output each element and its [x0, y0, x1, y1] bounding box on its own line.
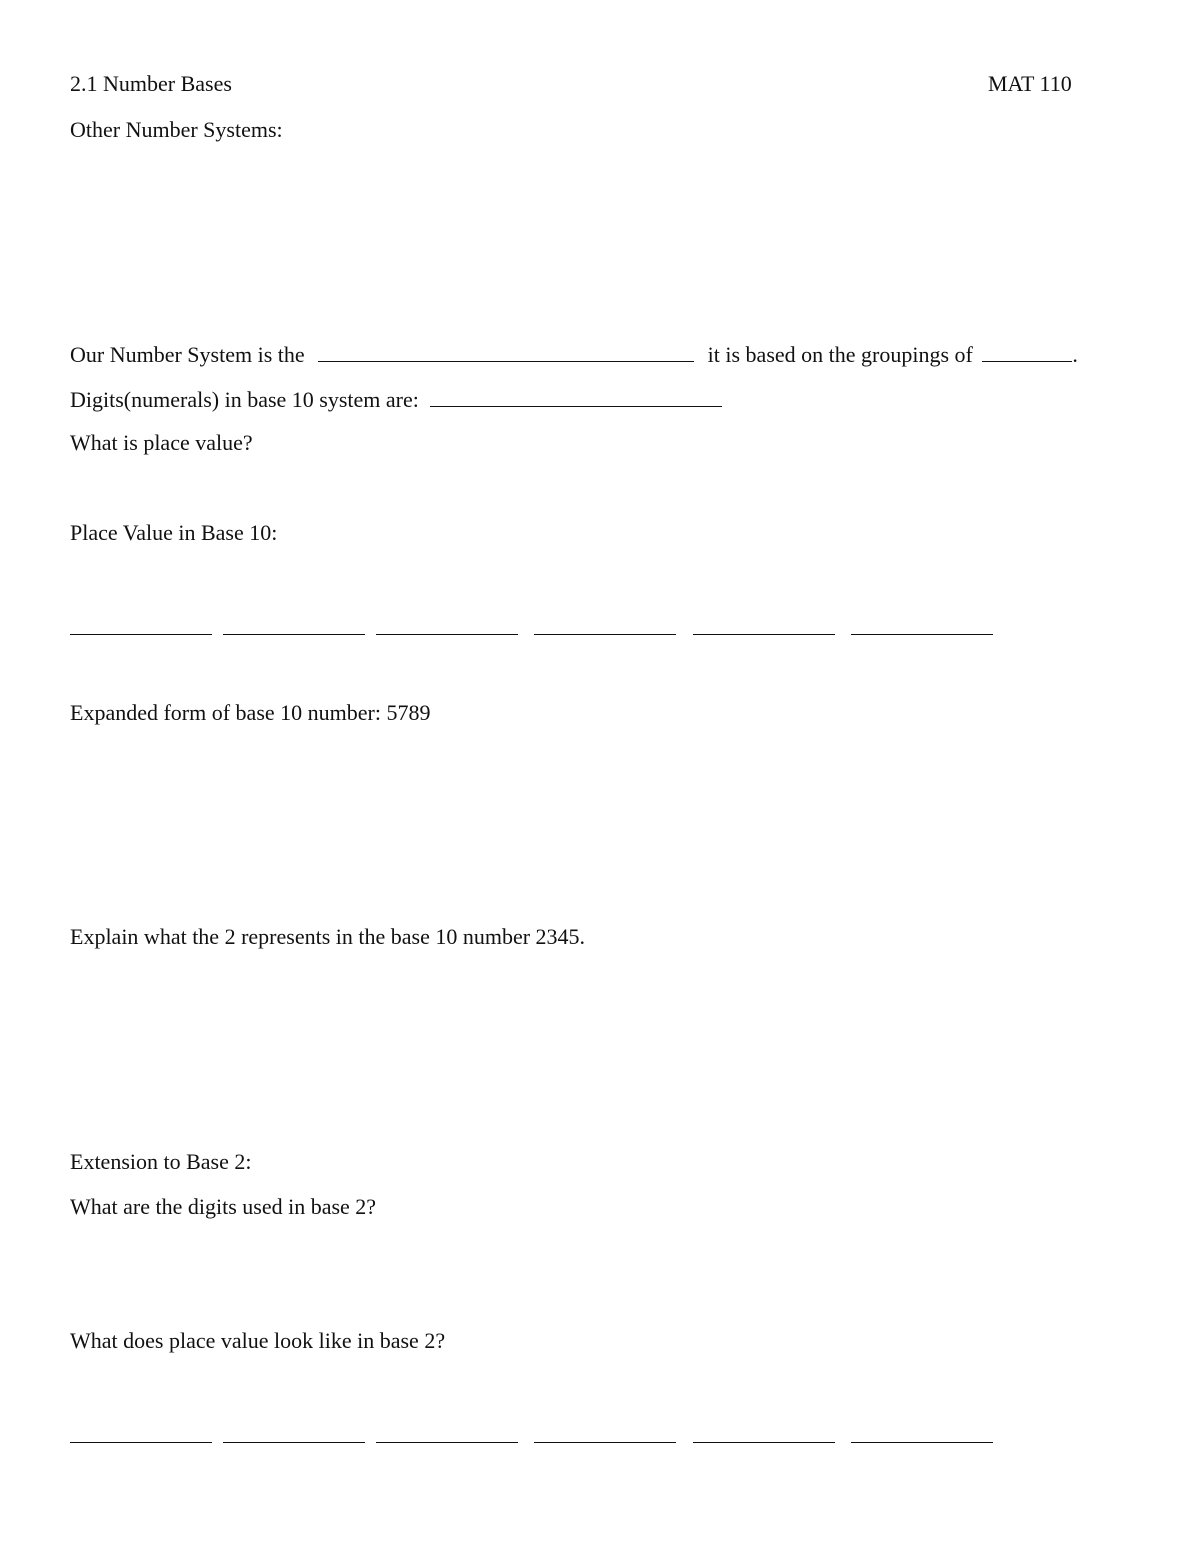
- base10-place-blank[interactable]: [851, 634, 993, 635]
- our-number-system-sentence: [70, 341, 1078, 368]
- our-system-suffix: .: [1072, 342, 1078, 367]
- base2-place-blank[interactable]: [534, 1442, 676, 1443]
- base10-place-blank[interactable]: [693, 634, 835, 635]
- our-system-middle: it is based on the groupings of: [707, 342, 973, 367]
- our-system-prefix: Our Number System is the: [70, 342, 305, 367]
- base2-place-blank[interactable]: [223, 1442, 365, 1443]
- course-code: MAT 110: [988, 71, 1072, 96]
- digits-base10-line: [70, 386, 722, 413]
- explain-two-label: Explain what the 2 represents in the base 10 number 2345.: [70, 924, 586, 949]
- extension-base2-label: Extension to Base 2:: [70, 1149, 252, 1174]
- digits-blank[interactable]: [430, 386, 722, 407]
- other-number-systems-label: Other Number Systems:: [70, 117, 283, 142]
- digits-label: Digits(numerals) in base 10 system are:: [70, 387, 419, 412]
- number-system-name-blank[interactable]: [318, 341, 694, 362]
- groupings-blank[interactable]: [982, 341, 1072, 362]
- place-value-base10-label: Place Value in Base 10:: [70, 520, 278, 545]
- base2-place-blank[interactable]: [376, 1442, 518, 1443]
- place-value-question: What is place value?: [70, 430, 253, 455]
- base2-place-blank[interactable]: [693, 1442, 835, 1443]
- section-title: 2.1 Number Bases: [70, 71, 232, 96]
- base10-place-blank[interactable]: [376, 634, 518, 635]
- base2-place-blank[interactable]: [70, 1442, 212, 1443]
- base2-place-value-question: What does place value look like in base 2?: [70, 1328, 446, 1353]
- base10-place-blank[interactable]: [534, 634, 676, 635]
- base2-place-blank[interactable]: [851, 1442, 993, 1443]
- base10-place-blank[interactable]: [223, 634, 365, 635]
- base10-place-blank[interactable]: [70, 634, 212, 635]
- expanded-form-label: Expanded form of base 10 number: 5789: [70, 700, 431, 725]
- base2-digits-question: What are the digits used in base 2?: [70, 1194, 377, 1219]
